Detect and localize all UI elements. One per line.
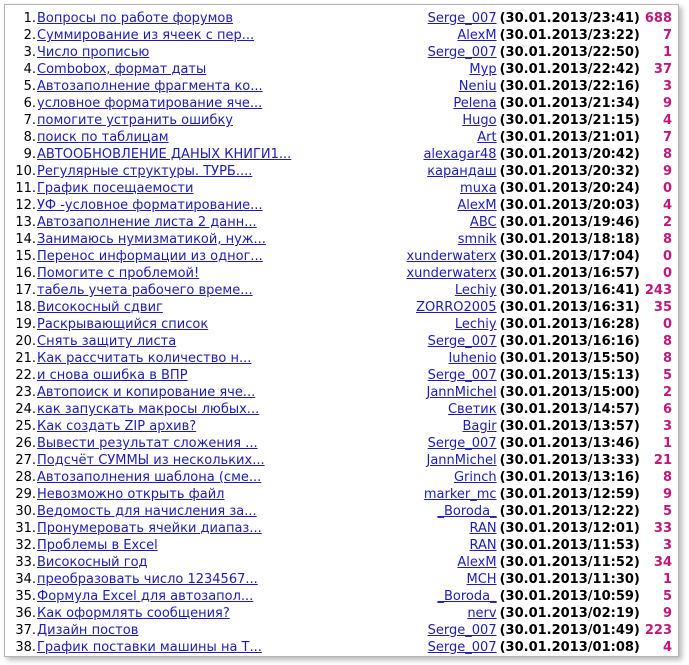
reply-count: 37 [653,62,672,77]
topic-meta [457,197,672,214]
topic-title-link[interactable]: Вывести результат сложения ... [37,436,258,451]
post-date: (30.01.2013/22:50) [499,45,640,60]
topic-number: 22. [15,368,36,383]
topic-meta [416,299,672,316]
post-date: (30.01.2013/20:42) [499,147,640,162]
post-date: (30.01.2013/16:57) [499,266,640,281]
topic-title-link[interactable]: Автозаполнение листа 2 данн... [37,215,257,230]
topic-row [5,435,678,452]
reply-count: 33 [653,521,672,536]
reply-count: 7 [662,130,672,145]
reply-count: 5 [662,589,672,604]
reply-count: 34 [653,555,672,570]
topic-meta [460,180,672,197]
topic-number: 18. [15,300,36,315]
reply-count: 8 [662,147,672,162]
post-date: (30.01.2013/17:04) [499,249,640,264]
topic-meta [448,350,672,367]
topic-number: 27. [15,453,36,468]
reply-count: 9 [662,96,672,111]
author-link[interactable]: Hugo [462,113,497,128]
author-link[interactable]: marker_mc [423,487,497,502]
topic-row [5,129,678,146]
topic-row [5,588,678,605]
author-link[interactable]: AlexM [457,198,497,213]
post-date: (30.01.2013/15:50) [499,351,640,366]
topic-number: 12. [15,198,36,213]
topic-row [5,333,678,350]
author-link[interactable]: AlexM [457,555,497,570]
topic-number: 5. [23,79,36,94]
author-link[interactable]: Pelena [453,96,497,111]
topic-meta [469,520,672,537]
author-link[interactable]: _Boroda_ [437,589,497,604]
reply-count: 4 [662,198,672,213]
topic-number: 11. [15,181,36,196]
reply-count: 1 [662,436,672,451]
topic-row [5,367,678,384]
topic-list [5,10,678,656]
reply-count: 3 [662,419,672,434]
topic-title-link[interactable]: поиск по таблицам [37,130,169,145]
topic-number: 1. [23,11,36,26]
topic-row [5,27,678,44]
topic-number: 34. [15,572,36,587]
topic-title-link[interactable]: Регулярные структуры. ТУРБ.... [37,164,253,179]
topic-title-link[interactable]: Автозаполнение фрагмента ко... [37,79,263,94]
topic-row [5,554,678,571]
topic-title-link[interactable]: Автозаполнения шаблона (сме... [37,470,262,485]
post-date: (30.01.2013/11:53) [499,538,640,553]
topic-meta [477,129,672,146]
topic-title-link[interactable]: АВТООБНОВЛЕНИЕ ДАНЫХ КНИГИ1... [37,147,292,162]
topic-number: 30. [15,504,36,519]
topic-meta [455,316,672,333]
post-date: (30.01.2013/23:22) [499,28,640,43]
topic-meta [428,639,672,656]
author-link[interactable]: Art [477,130,497,145]
author-link[interactable]: muxa [460,181,497,196]
reply-count: 688 [644,11,672,26]
topic-row [5,197,678,214]
topic-row [5,180,678,197]
reply-count: 1 [662,572,672,587]
topic-title-link[interactable]: Автопоиск и копирование яче... [37,385,256,400]
topic-row [5,350,678,367]
topic-row [5,503,678,520]
topic-row [5,214,678,231]
author-link[interactable]: карандаш [427,164,497,179]
topic-title-link[interactable]: Занимаюсь нумизматикой, нуж... [37,232,266,247]
topic-row [5,44,678,61]
author-link[interactable]: Serge_007 [427,334,497,349]
post-date: (30.01.2013/02:19) [499,606,640,621]
topic-number: 10. [15,164,36,179]
post-date: (30.01.2013/11:52) [499,555,640,570]
reply-count: 9 [662,487,672,502]
topic-number: 28. [15,470,36,485]
topic-title-link[interactable]: табель учета рабочего време... [37,283,253,298]
topic-row [5,452,678,469]
topic-title-link[interactable]: Ведомость для начисления за... [37,504,257,519]
topic-row [5,248,678,265]
post-date: (30.01.2013/13:46) [499,436,640,451]
author-link[interactable]: RAN [469,521,497,536]
topic-row [5,231,678,248]
author-link[interactable]: JannMichel [426,453,497,468]
reply-count: 4 [662,640,672,655]
post-date: (30.01.2013/12:01) [499,521,640,536]
reply-count: 3 [662,79,672,94]
topic-meta [459,78,672,95]
topic-meta [424,486,672,503]
topic-number: 19. [15,317,36,332]
topic-row [5,78,678,95]
topic-title-link[interactable]: Помогите с проблемой! [37,266,200,281]
topic-meta [462,112,672,129]
reply-count: 0 [662,266,672,281]
topic-number: 25. [15,419,36,434]
reply-count: 0 [662,181,672,196]
topic-meta [428,367,672,384]
post-date: (30.01.2013/16:31) [499,300,640,315]
post-date: (30.01.2013/21:01) [499,130,640,145]
post-date: (30.01.2013/12:59) [499,487,640,502]
topic-meta [426,384,672,401]
topic-row [5,146,678,163]
topic-meta [455,282,672,299]
topic-title-link[interactable]: Пронумеровать ячейки диапаз... [37,521,262,536]
reply-count: 2 [662,215,672,230]
topic-title-link[interactable]: График посещаемости [37,181,194,196]
reply-count: 5 [662,504,672,519]
post-date: (30.01.2013/10:59) [499,589,640,604]
topic-number: 2. [23,28,36,43]
reply-count: 9 [662,164,672,179]
author-link[interactable]: Serge_007 [427,45,497,60]
topic-meta [467,605,672,622]
author-link[interactable]: _Boroda_ [437,504,497,519]
topic-title-link[interactable]: Раскрывающийся список [37,317,209,332]
author-link[interactable]: Светик [447,402,497,417]
author-link[interactable]: Lechiy [454,317,497,332]
post-date: (30.01.2013/20:24) [499,181,640,196]
topic-number: 3. [23,45,36,60]
post-date: (30.01.2013/20:32) [499,164,640,179]
reply-count: 8 [662,232,672,247]
topic-title-link[interactable]: Суммирование из ячеек с пер... [37,28,255,43]
post-date: (30.01.2013/18:18) [499,232,640,247]
post-date: (30.01.2013/13:33) [499,453,640,468]
topic-meta [428,10,672,27]
post-date: (30.01.2013/16:28) [499,317,640,332]
topic-number: 7. [23,113,36,128]
topic-number: 29. [15,487,36,502]
post-date: (30.01.2013/16:41) [499,283,640,298]
reply-count: 2 [662,385,672,400]
topic-number: 14. [15,232,36,247]
topic-meta [448,401,672,418]
topic-row [5,571,678,588]
post-date: (30.01.2013/23:41) [499,11,640,26]
post-date: (30.01.2013/15:13) [499,368,640,383]
topic-row [5,316,678,333]
post-date: (30.01.2013/14:57) [499,402,640,417]
topic-meta [428,44,672,61]
topic-meta [406,265,672,282]
topic-meta [457,554,672,571]
reply-count: 1 [662,45,672,60]
topic-meta [463,418,673,435]
topic-title-link[interactable]: Число прописью [37,45,150,60]
topic-title-link[interactable]: Подсчёт СУММЫ из нескольких... [37,453,265,468]
post-date: (30.01.2013/15:00) [499,385,640,400]
topic-title-link[interactable]: Перенос информации из одног... [37,249,263,264]
topic-title-link[interactable]: Combobox, формат даты [37,62,207,77]
topic-row [5,622,678,639]
topic-number: 17. [15,283,36,298]
topic-number: 37. [15,623,36,638]
topic-title-link[interactable]: помогите устранить ошибку [37,113,234,128]
topic-title-link[interactable]: Дизайн постов [37,623,139,638]
author-link[interactable]: nerv [467,606,497,621]
reply-count: 223 [644,623,672,638]
reply-count: 0 [662,317,672,332]
post-date: (30.01.2013/13:16) [499,470,640,485]
reply-count: 8 [662,351,672,366]
author-link[interactable]: Serge_007 [427,436,497,451]
recent-topics-panel [4,4,679,657]
reply-count: 21 [653,453,672,468]
topic-number: 32. [15,538,36,553]
author-link[interactable]: xunderwaterx [406,249,497,264]
topic-title-link[interactable]: и снова ошибка в ВПР [37,368,188,383]
topic-row [5,299,678,316]
topic-row [5,384,678,401]
topic-number: 15. [15,249,36,264]
author-link[interactable]: RAN [469,538,497,553]
author-link[interactable]: AlexM [457,28,497,43]
topic-row [5,163,678,180]
topic-title-link[interactable]: Формула Excel для автозапол... [37,589,254,604]
topic-meta [453,95,672,112]
topic-meta [423,146,672,163]
topic-meta [457,27,672,44]
post-date: (30.01.2013/12:22) [499,504,640,519]
topic-row [5,418,678,435]
topic-number: 26. [15,436,36,451]
topic-meta [406,248,672,265]
topic-title-link[interactable]: Как рассчитать количество н... [37,351,252,366]
topic-title-link[interactable]: Как оформлять сообщения? [37,606,230,621]
topic-row [5,537,678,554]
post-date: (30.01.2013/22:42) [499,62,640,77]
post-date: (30.01.2013/22:16) [499,79,640,94]
topic-meta [428,435,672,452]
author-link[interactable]: ABC [469,215,497,230]
topic-meta [458,231,672,248]
post-date: (30.01.2013/11:30) [499,572,640,587]
topic-meta [467,571,672,588]
topic-row [5,605,678,622]
topic-number: 9. [23,147,36,162]
topic-number: 16. [15,266,36,281]
topic-number: 4. [23,62,36,77]
reply-count: 243 [644,283,672,298]
topic-title-link[interactable]: Проблемы в Excel [37,538,158,553]
author-link[interactable]: smnik [457,232,497,247]
topic-number: 35. [15,589,36,604]
author-link[interactable]: Grinch [453,470,497,485]
topic-number: 38. [15,640,36,655]
author-link[interactable]: Lechiy [454,283,497,298]
topic-row [5,61,678,78]
author-link[interactable]: Serge_007 [427,11,497,26]
topic-row [5,469,678,486]
reply-count: 4 [662,113,672,128]
post-date: (30.01.2013/21:15) [499,113,640,128]
topic-row [5,265,678,282]
topic-row [5,486,678,503]
topic-row [5,639,678,656]
topic-meta [454,469,672,486]
post-date: (30.01.2013/01:49) [499,623,640,638]
topic-number: 8. [23,130,36,145]
topic-meta [437,588,672,605]
topic-title-link[interactable]: Как создать ZIP архив? [37,419,197,434]
post-date: (30.01.2013/21:34) [499,96,640,111]
topic-number: 23. [15,385,36,400]
topic-title-link[interactable]: График поставки машины на Т... [37,640,262,655]
topic-number: 21. [15,351,36,366]
topic-title-link[interactable]: Снять защиту листа [37,334,177,349]
reply-count: 3 [662,538,672,553]
topic-number: 31. [15,521,36,536]
topic-title-link[interactable]: преобразовать число 1234567... [37,572,258,587]
topic-title-link[interactable]: Вопросы по работе форумов [37,11,234,26]
author-link[interactable]: MCH [466,572,497,587]
author-link[interactable]: Bagir [462,419,497,434]
author-link[interactable]: Iuhenio [448,351,497,366]
topic-number: 33. [15,555,36,570]
topic-row [5,401,678,418]
topic-title-link[interactable]: Високосный сдвиг [37,300,163,315]
topic-title-link[interactable]: Невозможно открыть файл [37,487,225,502]
reply-count: 8 [662,334,672,349]
author-link[interactable]: Serge_007 [427,623,497,638]
post-date: (30.01.2013/16:16) [499,334,640,349]
topic-meta [428,333,672,350]
author-link[interactable]: xunderwaterx [406,266,497,281]
topic-meta [428,622,672,639]
topic-title-link[interactable]: Високосный год [37,555,148,570]
author-link[interactable]: Neniu [458,79,497,94]
topic-meta [437,503,672,520]
post-date: (30.01.2013/01:08) [499,640,640,655]
topic-number: 20. [15,334,36,349]
topic-title-link[interactable]: условное форматирование яче... [37,96,263,111]
topic-number: 24. [15,402,36,417]
topic-meta [469,537,672,554]
post-date: (30.01.2013/13:57) [499,419,640,434]
topic-number: 36. [15,606,36,621]
topic-row [5,520,678,537]
topic-row [5,95,678,112]
topic-title-link[interactable]: как запускать макросы любых... [37,402,260,417]
reply-count: 7 [662,28,672,43]
topic-row [5,282,678,299]
post-date: (30.01.2013/19:46) [499,215,640,230]
author-link[interactable]: Serge_007 [427,640,497,655]
topic-meta [427,163,672,180]
topic-number: 6. [23,96,36,111]
topic-title-link[interactable]: УФ -условное форматирование... [37,198,263,213]
topic-meta [470,214,672,231]
author-link[interactable]: alexagar48 [423,147,497,162]
reply-count: 6 [662,402,672,417]
author-link[interactable]: JannMichel [426,385,497,400]
topic-row [5,112,678,129]
topic-meta [426,452,672,469]
author-link[interactable]: Serge_007 [427,368,497,383]
author-link[interactable]: ZORRO2005 [416,300,497,315]
topic-row [5,10,678,27]
post-date: (30.01.2013/20:03) [499,198,640,213]
reply-count: 9 [662,606,672,621]
reply-count: 5 [662,368,672,383]
topic-number: 13. [15,215,36,230]
reply-count: 8 [662,470,672,485]
author-link[interactable]: Myp [469,62,497,77]
topic-meta [469,61,672,78]
reply-count: 35 [653,300,672,315]
reply-count: 0 [662,249,672,264]
